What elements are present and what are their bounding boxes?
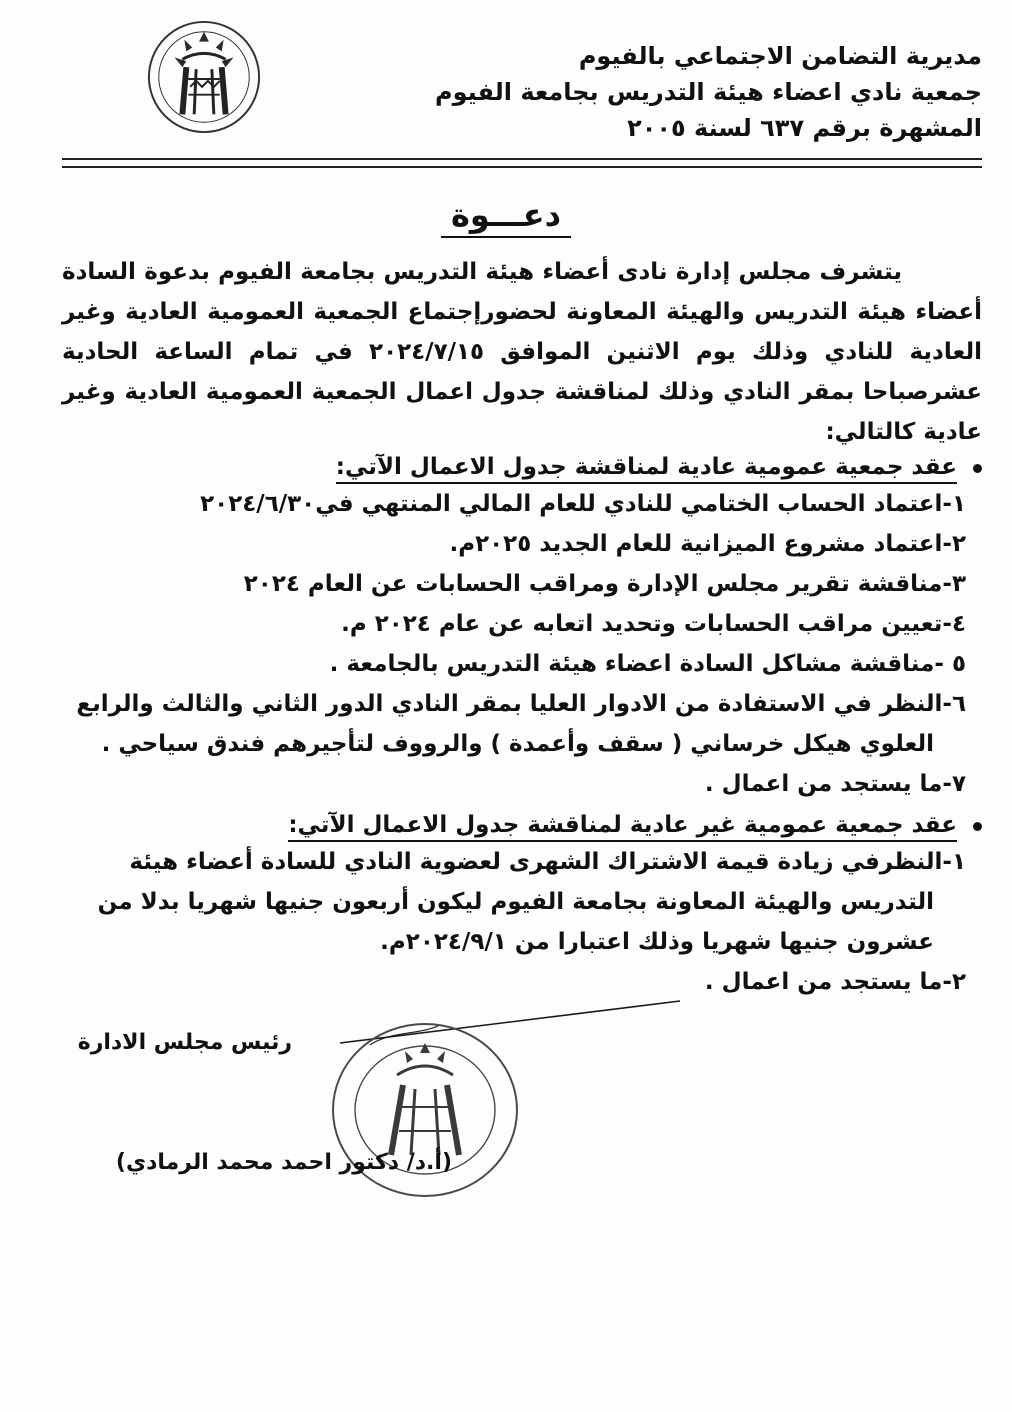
extraordinary-assembly-heading: عقد جمعية عمومية غير عادية لمناقشة جدول الاعمال الآتي: xyxy=(60,810,982,842)
list-item: ٤-تعيين مراقب الحسابات وتحديد اتعابه عن عام ٢٠٢٤ م. xyxy=(341,611,966,637)
signatory-name: (أ.د/ دكتور احمد محمد الرمادي) xyxy=(115,1150,452,1175)
letterhead xyxy=(422,38,982,146)
club-emblem-icon xyxy=(145,18,263,136)
list-item: ٧-ما يستجد من اعمال . xyxy=(704,771,966,797)
letterhead-line-2: جمعية نادي اعضاء هيئة التدريس بجامعة الفيوم xyxy=(435,78,982,106)
invitation-paragraph: يتشرف مجلس إدارة نادى أعضاء هيئة التدريس بجامعة الفيوم بدعوة السادة أعضاء هيئة التدريس والهيئة المعاونة لحضورإجتماع الجمعية العمومية العادية وغير العادية للنادي وذلك يوم الاثنين الموافق ٢٠٢٤/٧/١٥ في تمام الساعة الحادية عشرصباحا بمقر النادي وذلك لمناقشة جدول اعمال الجمعية العمومية العادية وغير عادية كالتالي: xyxy=(62,259,982,445)
list-item: ٢-ما يستجد من اعمال . xyxy=(704,969,966,995)
list-item: ١-النظرفي زيادة قيمة الاشتراك الشهرى لعضوية النادي للسادة أعضاء هيئة التدريس والهيئة المعاونة بجامعة الفيوم ليكون أربعون جنيها شهريا بدلا من عشرون جنيها شهريا وذلك اعتبارا من ٢٠٢٤/٩/١م. xyxy=(97,849,966,955)
ordinary-assembly-section xyxy=(60,452,982,804)
bullet-icon xyxy=(973,822,982,831)
extraordinary-assembly-section xyxy=(60,810,982,1002)
signatory-title: رئيس مجلس الادارة xyxy=(77,1030,292,1055)
list-item: ٥ -مناقشة مشاكل السادة اعضاء هيئة التدريس بالجامعة . xyxy=(329,651,966,677)
bullet-icon xyxy=(973,464,982,473)
list-item: ١-اعتماد الحساب الختامي للنادي للعام المالي المنتهي في٢٠٢٤/٦/٣٠ xyxy=(200,491,966,517)
letterhead-line-1: مديرية التضامن الاجتماعي بالفيوم xyxy=(578,42,982,70)
extraordinary-agenda-list xyxy=(60,842,982,1002)
letterhead-line-3: المشهرة برقم ٦٣٧ لسنة ٢٠٠٥ xyxy=(627,114,982,142)
list-item: ٦-النظر في الاستفادة من الادوار العليا بمقر النادي الدور الثاني والثالث والرابع العلوي هيكل خرساني ( سقف وأعمدة ) والرووف لتأجيرهم فندق سياحي . xyxy=(76,691,966,757)
header-divider-bottom xyxy=(62,166,982,168)
document-title: دعـــوة xyxy=(0,196,1012,234)
list-item: ٣-مناقشة تقرير مجلس الإدارة ومراقب الحسابات عن العام ٢٠٢٤ xyxy=(243,571,966,597)
ordinary-assembly-heading: عقد جمعية عمومية عادية لمناقشة جدول الاعمال الآتي: xyxy=(60,452,982,484)
official-stamp-icon xyxy=(325,1015,525,1205)
list-item: ٢-اعتماد مشروع الميزانية للعام الجديد ٢٠٢٥م. xyxy=(449,531,966,557)
header-divider-top xyxy=(62,158,982,160)
ordinary-agenda-list xyxy=(60,484,982,804)
